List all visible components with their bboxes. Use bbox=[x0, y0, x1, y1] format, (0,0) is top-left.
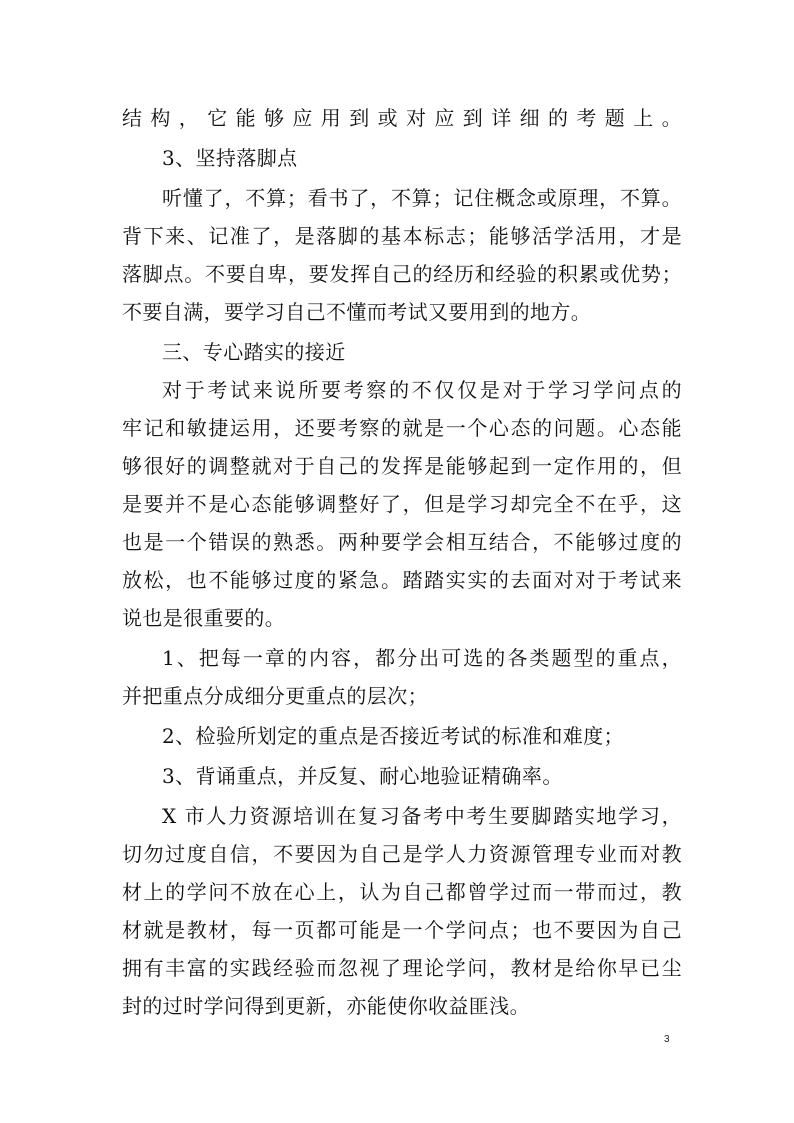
text-line: 落脚点。不要自卑，要发挥自己的经历和经验的积累或优势； bbox=[122, 262, 682, 286]
text-line: 封的过时学问得到更新，亦能使你收益匪浅。 bbox=[122, 994, 530, 1018]
text-line: 材就是教材，每一页都可能是一个学问点；也不要因为自己 bbox=[122, 918, 682, 942]
text-line: 放松，也不能够过度的紧急。踏踏实实的去面对对于考试来 bbox=[122, 568, 682, 592]
list-item: 1、把每一章的内容，都分出可选的各类题型的重点， bbox=[162, 646, 682, 670]
text-line: 背下来、记准了，是落脚的基本标志；能够活学活用，才是 bbox=[122, 224, 682, 248]
text-line: 够很好的调整就对于自己的发挥是能够起到一定作用的，但 bbox=[122, 454, 682, 478]
text-line: 拥有丰富的实践经验而忽视了理论学问，教材是给你早已尘 bbox=[122, 956, 682, 980]
text-line: 不要自满，要学习自己不懂而考试又要用到的地方。 bbox=[122, 300, 592, 324]
section-heading: 三、专心踏实的接近 bbox=[162, 340, 346, 364]
section-heading: 3、坚持落脚点 bbox=[162, 146, 298, 170]
text-line: 听懂了，不算；看书了，不算；记住概念或原理，不算。 bbox=[162, 186, 682, 210]
text-line: 并把重点分成细分更重点的层次； bbox=[122, 684, 428, 708]
text-line: 也是一个错误的熟悉。两种要学会相互结合，不能够过度的 bbox=[122, 530, 682, 554]
text-line: 说也是很重要的。 bbox=[122, 606, 286, 630]
text-line: 结构，它能够应用到或对应到详细的考题上。 bbox=[122, 106, 682, 130]
list-item: 3、背诵重点，并反复、耐心地验证精确率。 bbox=[162, 764, 563, 788]
text-line: 材上的学问不放在心上，认为自己都曾学过而一带而过，教 bbox=[122, 880, 682, 904]
list-item: 2、检验所划定的重点是否接近考试的标准和难度； bbox=[162, 724, 624, 748]
text-line: X 市人力资源培训在复习备考中考生要脚踏实地学习， bbox=[162, 804, 682, 828]
text-line: 是要并不是心态能够调整好了，但是学习却完全不在乎，这 bbox=[122, 492, 682, 516]
text-line: 对于考试来说所要考察的不仅仅是对于学习学问点的 bbox=[162, 378, 682, 402]
page-number: 3 bbox=[664, 1034, 670, 1045]
text-line: 切勿过度自信，不要因为自己是学人力资源管理专业而对教 bbox=[122, 842, 682, 866]
text-line: 牢记和敏捷运用，还要考察的就是一个心态的问题。心态能 bbox=[122, 416, 682, 440]
